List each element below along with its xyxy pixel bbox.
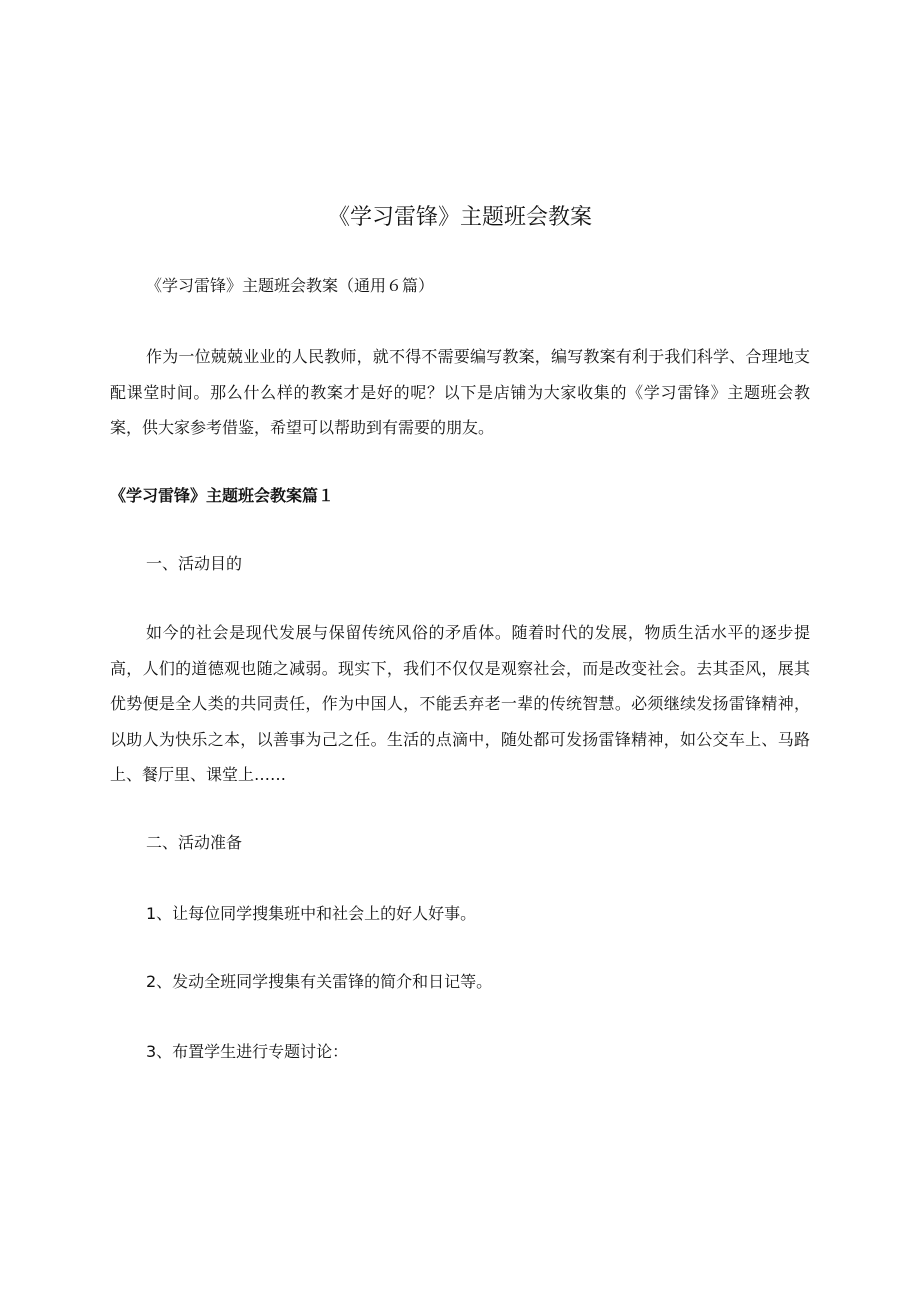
section-heading: 《学习雷锋》主题班会教案篇１ [110,486,335,505]
intro-paragraph: 作为一位兢兢业业的人民教师，就不得不需要编写教案，编写教案有利于我们科学、合理地支配课堂时间。那么什么样的教案才是好的呢？以下是店铺为大家收集的《学习雷锋》主题班会教案，供大家参考借鉴，希望可以帮助到有需要的朋友。 [110,347,810,437]
document-title: 《学习雷锋》主题班会教案 [327,205,592,230]
prep-item: 3、布置学生进行专题讨论： [146,1042,349,1061]
goal-paragraph: 如今的社会是现代发展与保留传统风俗的矛盾体。随着时代的发展，物质生活水平的逐步提高，人们的道德观也随之减弱。现实下，我们不仅仅是观察社会，而是改变社会。去其歪风，展其优势便是全人类的共同责任，作为中国人，不能丢弃老一辈的传统智慧。必须继续发扬雷锋精神，以助人为快乐之本，以善事为己之任。生活的点滴中，随处都可发扬雷锋精神，如公交车上、马路上、餐厅里、课堂上…… [110,623,810,784]
prep-item: 2、发动全班同学搜集有关雷锋的简介和日记等。 [146,972,493,991]
prep-heading: 二、活动准备 [146,833,243,852]
prep-item: 1、让每位同学搜集班中和社会上的好人好事。 [146,904,477,923]
document-subtitle: 《学习雷锋》主题班会教案（通用６篇） [146,276,435,295]
goal-heading: 一、活动目的 [146,554,243,573]
